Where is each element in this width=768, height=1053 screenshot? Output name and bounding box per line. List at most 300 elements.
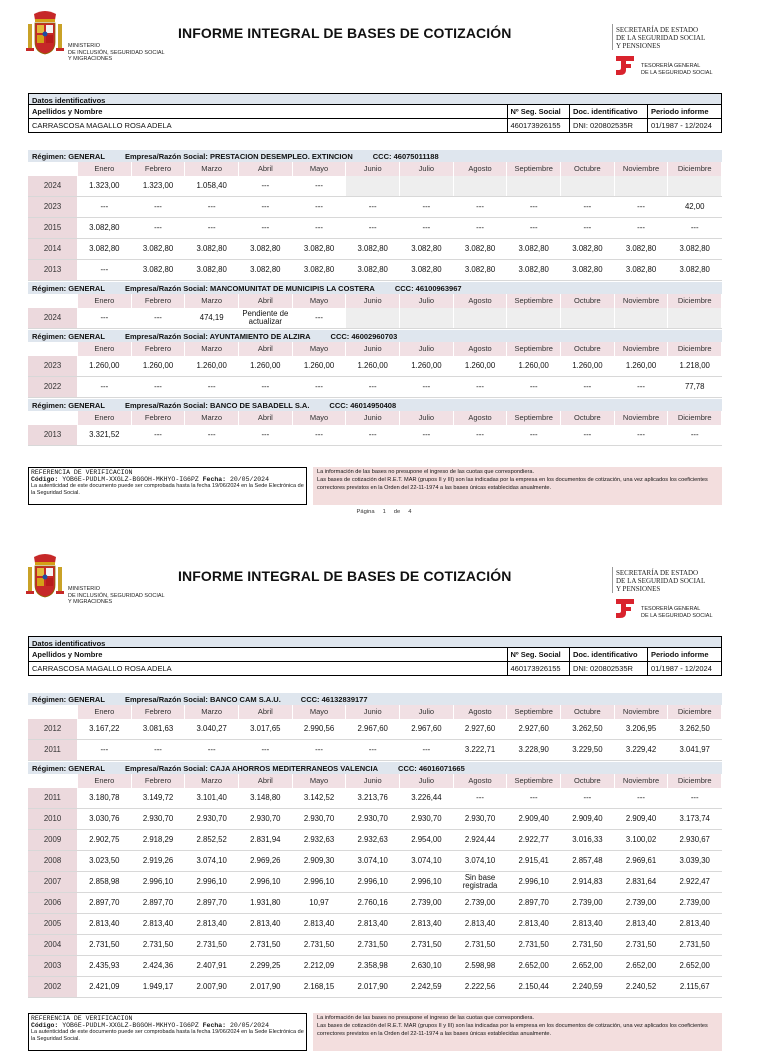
- base-cell: 2.930,70: [132, 809, 186, 829]
- identification-table: [29, 648, 721, 675]
- month-header: Diciembre: [668, 342, 722, 356]
- year-cell: 2006: [28, 893, 78, 913]
- base-cell: ---: [78, 260, 132, 280]
- base-cell: 2.915,41: [507, 851, 561, 871]
- base-cell: 3.023,50: [78, 851, 132, 871]
- base-cell: ---: [346, 740, 400, 760]
- base-cell: ---: [561, 377, 615, 397]
- base-cell: ---: [346, 425, 400, 445]
- base-cell: 2.996,10: [239, 872, 293, 892]
- year-cell: 2023: [28, 356, 78, 376]
- base-cell: 3.074,10: [400, 851, 454, 871]
- base-cell: ---: [293, 218, 347, 238]
- coat-of-arms-icon: [24, 10, 66, 58]
- base-cell: 2.924,44: [454, 830, 508, 850]
- base-cell: 2.739,00: [561, 893, 615, 913]
- base-cell: 2.996,10: [132, 872, 186, 892]
- base-cell: [400, 176, 454, 196]
- base-cell: ---: [454, 218, 508, 238]
- year-row: [28, 176, 722, 196]
- base-cell: 2.731,50: [668, 935, 722, 955]
- base-cell: ---: [561, 788, 615, 808]
- base-cell: 2.168,15: [293, 977, 347, 997]
- base-cell: ---: [239, 425, 293, 445]
- coat-of-arms-icon: [24, 553, 66, 601]
- base-cell: 3.321,52: [78, 425, 132, 445]
- year-cell: 2024: [28, 308, 78, 328]
- base-cell: ---: [615, 218, 669, 238]
- year-row: [28, 914, 722, 934]
- ccc-code: CCC: 46002960703: [330, 332, 398, 341]
- month-header: Agosto: [454, 411, 508, 425]
- base-cell: 3.229,42: [615, 740, 669, 760]
- regime-name: Régimen: GENERAL: [32, 695, 105, 704]
- base-cell: 1.058,40: [185, 176, 239, 196]
- base-cell: 2.242,59: [400, 977, 454, 997]
- ss-value: 460173926155: [507, 662, 569, 676]
- base-cell: 3.081,63: [132, 719, 186, 739]
- month-header: Febrero: [132, 294, 186, 308]
- base-cell: 2.831,94: [239, 830, 293, 850]
- base-cell: 2.731,50: [346, 935, 400, 955]
- month-header: Febrero: [132, 705, 186, 719]
- identification-box: [28, 636, 722, 676]
- base-cell: ---: [615, 425, 669, 445]
- base-cell: 2.813,40: [615, 914, 669, 934]
- base-cell: 2.922,77: [507, 830, 561, 850]
- base-cell: ---: [561, 218, 615, 238]
- identification-title: Datos identificativos: [29, 637, 721, 648]
- base-cell: [668, 308, 722, 328]
- base-cell: 2.424,36: [132, 956, 186, 976]
- year-row: [28, 809, 722, 829]
- base-cell: ---: [293, 308, 347, 328]
- month-header: Septiembre: [507, 162, 561, 176]
- month-header: Abril: [239, 705, 293, 719]
- regime-section: [28, 762, 722, 998]
- month-header: Mayo: [293, 411, 347, 425]
- base-cell: 2.630,10: [400, 956, 454, 976]
- tesoreria-name: TESORERÍA GENERAL DE LA SEGURIDAD SOCIAL: [641, 606, 713, 619]
- year-row: [28, 956, 722, 976]
- verification-code: YOB6E-PUDLM-XXGLZ-BGGOH-MKHYO-IG6PZ: [62, 476, 199, 483]
- base-cell: 3.082,80: [239, 239, 293, 259]
- base-cell: ---: [185, 197, 239, 217]
- month-header: Marzo: [185, 705, 239, 719]
- month-header: Marzo: [185, 774, 239, 788]
- regime-section: [28, 282, 722, 329]
- base-cell: 1.260,00: [454, 356, 508, 376]
- base-cell: ---: [185, 377, 239, 397]
- base-cell: 2.919,26: [132, 851, 186, 871]
- base-cell: ---: [507, 218, 561, 238]
- base-cell: 3.082,80: [507, 260, 561, 280]
- month-header: Mayo: [293, 294, 347, 308]
- base-cell: ---: [78, 377, 132, 397]
- base-cell: [507, 308, 561, 328]
- month-header: Octubre: [561, 411, 615, 425]
- base-cell: 2.969,26: [239, 851, 293, 871]
- base-cell: 3.082,80: [185, 239, 239, 259]
- months-header-row: [28, 294, 722, 308]
- base-cell: 3.082,80: [78, 218, 132, 238]
- base-cell: 2.897,70: [507, 893, 561, 913]
- base-cell: 3.074,10: [185, 851, 239, 871]
- base-cell: ---: [615, 377, 669, 397]
- month-header: Junio: [346, 294, 400, 308]
- base-cell: ---: [132, 740, 186, 760]
- month-header: Agosto: [454, 162, 508, 176]
- base-cell: 2.731,50: [561, 935, 615, 955]
- year-cell: 2014: [28, 239, 78, 259]
- month-header: Febrero: [132, 342, 186, 356]
- base-cell: 2.930,70: [454, 809, 508, 829]
- month-header: Noviembre: [615, 162, 669, 176]
- base-cell: ---: [132, 377, 186, 397]
- base-cell: 3.180,78: [78, 788, 132, 808]
- ccc-code: CCC: 46075011188: [372, 152, 439, 161]
- base-cell: 77,78: [668, 377, 722, 397]
- base-cell: ---: [615, 788, 669, 808]
- month-header: Enero: [78, 411, 132, 425]
- base-cell: 1.323,00: [78, 176, 132, 196]
- verification-reference: REFERENCIA DE VERIFICACION Código: YOB6E-PUDLM-XXGLZ-BGGOH-MKHYO-IG6PZ Fecha: 20/05/2024 La autenticidad de este documento puede ser comprobada hasta la fecha 19/06/2024 en la Sede Electrónica de la Seguridad Social.: [28, 467, 307, 505]
- base-cell: 2.897,70: [78, 893, 132, 913]
- month-header: Septiembre: [507, 342, 561, 356]
- regime-section: [28, 693, 722, 761]
- base-cell: 2.731,50: [615, 935, 669, 955]
- base-cell: ---: [346, 377, 400, 397]
- base-cell: 3.082,80: [615, 239, 669, 259]
- base-cell: 42,00: [668, 197, 722, 217]
- year-cell: 2003: [28, 956, 78, 976]
- base-cell: 2.813,40: [185, 914, 239, 934]
- base-cell: ---: [561, 425, 615, 445]
- base-cell: 2.150,44: [507, 977, 561, 997]
- regime-header: [28, 150, 722, 162]
- month-header: Diciembre: [668, 294, 722, 308]
- base-cell: 2.932,63: [293, 830, 347, 850]
- base-cell: ---: [668, 425, 722, 445]
- month-header: Julio: [400, 411, 454, 425]
- base-cell: 2.739,00: [454, 893, 508, 913]
- page-footer: [28, 1013, 722, 1053]
- month-header: Octubre: [561, 294, 615, 308]
- year-cell: 2004: [28, 935, 78, 955]
- year-row: [28, 197, 722, 217]
- base-cell: 3.082,80: [668, 239, 722, 259]
- base-cell: 2.932,63: [346, 830, 400, 850]
- base-cell: 3.262,50: [561, 719, 615, 739]
- month-header: Noviembre: [615, 342, 669, 356]
- base-cell: ---: [454, 425, 508, 445]
- year-cell: 2022: [28, 377, 78, 397]
- base-cell: 2.652,00: [668, 956, 722, 976]
- base-cell: 3.082,80: [346, 239, 400, 259]
- period-value: 01/1987 - 12/2024: [648, 662, 722, 676]
- base-cell: ---: [293, 377, 347, 397]
- base-cell: ---: [239, 176, 293, 196]
- base-cell: ---: [400, 197, 454, 217]
- base-cell: 2.927,60: [507, 719, 561, 739]
- year-cell: 2007: [28, 872, 78, 892]
- regime-section: [28, 399, 722, 446]
- base-cell: 2.115,67: [668, 977, 722, 997]
- base-cell: 2.212,09: [293, 956, 347, 976]
- name-value: CARRASCOSA MAGALLO ROSA ADELA: [29, 119, 507, 133]
- base-cell: 2.969,61: [615, 851, 669, 871]
- base-cell: 1.218,00: [668, 356, 722, 376]
- year-cell: 2005: [28, 914, 78, 934]
- base-cell: 2.990,56: [293, 719, 347, 739]
- base-cell: ---: [293, 197, 347, 217]
- month-header: Diciembre: [668, 162, 722, 176]
- report-page: [0, 0, 768, 515]
- base-cell: 2.909,40: [615, 809, 669, 829]
- base-cell: ---: [454, 377, 508, 397]
- base-cell: 2.731,50: [400, 935, 454, 955]
- regime-name: Régimen: GENERAL: [32, 332, 105, 341]
- base-cell: ---: [615, 197, 669, 217]
- base-cell: ---: [561, 197, 615, 217]
- year-cell: 2008: [28, 851, 78, 871]
- verification-date: 20/05/2024: [229, 1022, 269, 1029]
- base-cell: 2.902,75: [78, 830, 132, 850]
- base-cell: ---: [78, 308, 132, 328]
- base-cell: 3.082,80: [561, 260, 615, 280]
- base-cell: 2.407,91: [185, 956, 239, 976]
- year-row: [28, 893, 722, 913]
- base-cell: ---: [346, 218, 400, 238]
- doc-label: Doc. identificativo: [569, 648, 647, 662]
- ss-label: Nº Seg. Social: [507, 648, 569, 662]
- base-cell: 3.082,80: [132, 239, 186, 259]
- ministry-name: MINISTERIO DE INCLUSIÓN, SEGURIDAD SOCIAL Y MIGRACIONES: [68, 43, 165, 62]
- base-cell: 3.082,80: [346, 260, 400, 280]
- base-cell: Pendiente de actualizar: [239, 308, 293, 328]
- base-cell: 3.226,44: [400, 788, 454, 808]
- base-cell: 3.041,97: [668, 740, 722, 760]
- month-header: Mayo: [293, 342, 347, 356]
- base-cell: 1.323,00: [132, 176, 186, 196]
- company-name: Empresa/Razón Social: AYUNTAMIENTO DE ALZIRA: [124, 332, 311, 341]
- base-cell: 1.260,00: [615, 356, 669, 376]
- base-cell: ---: [507, 377, 561, 397]
- base-cell: 2.930,70: [185, 809, 239, 829]
- base-cell: ---: [507, 788, 561, 808]
- base-cell: 2.731,50: [507, 935, 561, 955]
- year-row: [28, 935, 722, 955]
- month-header: Enero: [78, 294, 132, 308]
- base-cell: 1.260,00: [346, 356, 400, 376]
- page-footer: [28, 467, 722, 507]
- base-cell: 2.813,40: [132, 914, 186, 934]
- period-label: Periodo informe: [648, 648, 722, 662]
- base-cell: 3.074,10: [346, 851, 400, 871]
- month-header: Mayo: [293, 774, 347, 788]
- ccc-code: CCC: 46100963967: [394, 284, 462, 293]
- base-cell: ---: [668, 788, 722, 808]
- month-header: Agosto: [454, 342, 508, 356]
- base-cell: ---: [239, 740, 293, 760]
- base-cell: 3.082,80: [185, 260, 239, 280]
- base-cell: 2.017,90: [239, 977, 293, 997]
- base-cell: 2.731,50: [454, 935, 508, 955]
- secretaria-name: SECRETARÍA DE ESTADO DE LA SEGURIDAD SOCIAL Y PENSIONES: [616, 569, 705, 593]
- month-header: Febrero: [132, 774, 186, 788]
- month-header: Octubre: [561, 342, 615, 356]
- month-header: Diciembre: [668, 774, 722, 788]
- base-cell: 2.731,50: [185, 935, 239, 955]
- base-cell: 2.857,48: [561, 851, 615, 871]
- year-cell: 2023: [28, 197, 78, 217]
- ss-label: Nº Seg. Social: [507, 105, 569, 119]
- base-cell: 2.813,40: [668, 914, 722, 934]
- tgss-logo-icon: [614, 54, 636, 76]
- ccc-code: CCC: 46132839177: [300, 695, 368, 704]
- month-header: Septiembre: [507, 774, 561, 788]
- page-number: Página 1 de 4: [356, 509, 412, 515]
- base-cell: 2.927,60: [454, 719, 508, 739]
- month-header: Julio: [400, 342, 454, 356]
- base-cell: 2.996,10: [293, 872, 347, 892]
- base-cell: 2.598,98: [454, 956, 508, 976]
- year-cell: 2013: [28, 260, 78, 280]
- month-header: Enero: [78, 342, 132, 356]
- base-cell: 2.813,40: [78, 914, 132, 934]
- base-cell: 3.082,80: [561, 239, 615, 259]
- year-row: [28, 377, 722, 397]
- base-cell: 2.996,10: [346, 872, 400, 892]
- authenticity-note: La autenticidad de este documento puede ser comprobada hasta la fecha 19/06/2024 en la Sede Electrónica de la Seguridad Social.: [31, 483, 304, 496]
- report-title: INFORME INTEGRAL DE BASES DE COTIZACIÓN: [178, 25, 512, 41]
- year-row: [28, 356, 722, 376]
- year-row: [28, 719, 722, 739]
- month-header: Abril: [239, 162, 293, 176]
- base-cell: 1.260,00: [239, 356, 293, 376]
- base-cell: 3.082,80: [78, 239, 132, 259]
- month-header: Septiembre: [507, 294, 561, 308]
- month-header: Noviembre: [615, 294, 669, 308]
- base-cell: 2.739,00: [615, 893, 669, 913]
- name-value: CARRASCOSA MAGALLO ROSA ADELA: [29, 662, 507, 676]
- base-cell: 2.652,00: [615, 956, 669, 976]
- base-cell: ---: [293, 176, 347, 196]
- company-name: Empresa/Razón Social: BANCO CAM S.A.U.: [124, 695, 281, 704]
- base-cell: 2.930,70: [239, 809, 293, 829]
- regime-name: Régimen: GENERAL: [32, 284, 105, 293]
- base-cell: [668, 176, 722, 196]
- base-cell: 2.007,90: [185, 977, 239, 997]
- month-header: Julio: [400, 774, 454, 788]
- base-cell: 2.930,67: [668, 830, 722, 850]
- base-cell: 2.731,50: [239, 935, 293, 955]
- base-cell: ---: [239, 377, 293, 397]
- base-cell: 10,97: [293, 893, 347, 913]
- regime-name: Régimen: GENERAL: [32, 401, 105, 410]
- base-cell: 3.082,80: [454, 239, 508, 259]
- base-cell: 2.914,83: [561, 872, 615, 892]
- regime-header: [28, 762, 722, 774]
- year-cell: 2002: [28, 977, 78, 997]
- month-header: Mayo: [293, 705, 347, 719]
- months-header-row: [28, 342, 722, 356]
- regime-name: Régimen: GENERAL: [32, 152, 105, 161]
- base-cell: ---: [400, 425, 454, 445]
- regime-header: [28, 330, 722, 342]
- regime-header: [28, 282, 722, 294]
- ccc-code: CCC: 46014950408: [329, 401, 397, 410]
- base-cell: [346, 308, 400, 328]
- year-row: [28, 425, 722, 445]
- base-cell: 2.852,52: [185, 830, 239, 850]
- identification-title: Datos identificativos: [29, 94, 721, 105]
- month-header: Septiembre: [507, 411, 561, 425]
- base-cell: 3.213,76: [346, 788, 400, 808]
- base-cell: ---: [132, 308, 186, 328]
- month-header: Noviembre: [615, 705, 669, 719]
- month-header: Marzo: [185, 162, 239, 176]
- base-cell: 3.082,80: [454, 260, 508, 280]
- name-label: Apellidos y Nombre: [29, 648, 507, 662]
- base-cell: 2.813,40: [400, 914, 454, 934]
- month-header: Mayo: [293, 162, 347, 176]
- month-header: Junio: [346, 162, 400, 176]
- month-header: Junio: [346, 774, 400, 788]
- base-cell: 3.206,95: [615, 719, 669, 739]
- months-header-row: [28, 705, 722, 719]
- base-cell: 2.967,60: [346, 719, 400, 739]
- base-cell: ---: [400, 218, 454, 238]
- base-cell: 3.082,80: [615, 260, 669, 280]
- month-header: Septiembre: [507, 705, 561, 719]
- base-cell: 3.082,80: [668, 260, 722, 280]
- base-cell: 2.017,90: [346, 977, 400, 997]
- year-row: [28, 239, 722, 259]
- base-cell: 3.142,52: [293, 788, 347, 808]
- base-cell: 2.909,30: [293, 851, 347, 871]
- base-cell: ---: [400, 377, 454, 397]
- doc-value: DNI: 020802535R: [569, 119, 647, 133]
- year-cell: 2012: [28, 719, 78, 739]
- month-header: Febrero: [132, 162, 186, 176]
- base-cell: 2.240,59: [561, 977, 615, 997]
- month-header: Enero: [78, 705, 132, 719]
- verification-date: 20/05/2024: [229, 476, 269, 483]
- base-cell: 2.813,40: [454, 914, 508, 934]
- page-header: [0, 0, 768, 80]
- base-cell: 3.100,02: [615, 830, 669, 850]
- base-cell: 2.954,00: [400, 830, 454, 850]
- base-cell: 2.813,40: [507, 914, 561, 934]
- report-title: INFORME INTEGRAL DE BASES DE COTIZACIÓN: [178, 568, 512, 584]
- verification-title: REFERENCIA DE VERIFICACION: [31, 1015, 133, 1022]
- base-cell: Sin base registrada: [454, 872, 508, 892]
- base-cell: 2.240,52: [615, 977, 669, 997]
- ministry-name: MINISTERIO DE INCLUSIÓN, SEGURIDAD SOCIAL Y MIGRACIONES: [68, 586, 165, 605]
- base-cell: [561, 308, 615, 328]
- year-row: [28, 977, 722, 997]
- month-header: Abril: [239, 411, 293, 425]
- base-cell: 2.421,09: [78, 977, 132, 997]
- base-cell: 3.082,80: [507, 239, 561, 259]
- regime-section: [28, 150, 722, 281]
- regime-header: [28, 693, 722, 705]
- base-cell: 2.813,40: [239, 914, 293, 934]
- base-cell: [346, 176, 400, 196]
- company-name: Empresa/Razón Social: MANCOMUNITAT DE MUNICIPIS LA COSTERA: [124, 284, 375, 293]
- month-header: Octubre: [561, 162, 615, 176]
